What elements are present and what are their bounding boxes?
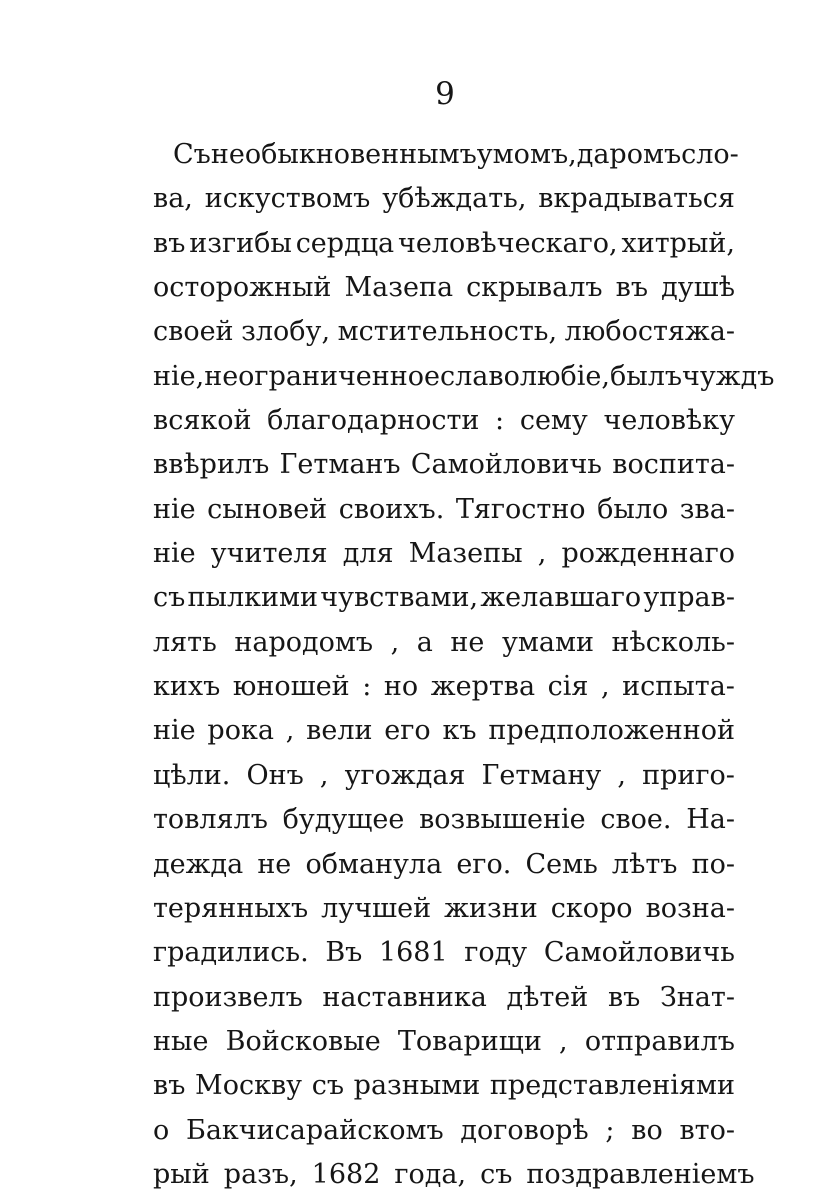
text-word: разъ, (223, 1158, 298, 1190)
text-line (153, 133, 739, 177)
text-word: умомъ, (476, 139, 577, 170)
text-word: разными (353, 1070, 481, 1102)
text-line (153, 177, 735, 221)
text-word: кихъ (153, 671, 221, 703)
text-word: Мазепа (344, 272, 454, 304)
text-word: рока (207, 715, 274, 747)
text-word: Онъ (246, 759, 304, 791)
text-word: въ (615, 272, 649, 304)
text-word: для (342, 538, 394, 570)
text-word: лучшей (321, 892, 432, 924)
text-word: зва- (679, 493, 735, 525)
text-word: изгибы (189, 227, 292, 259)
text-word: пылкими (187, 582, 319, 614)
text-word: предположенной (488, 715, 735, 747)
text-line (153, 488, 735, 532)
text-word: управ- (643, 582, 735, 614)
text-word: благодарности (267, 405, 480, 437)
text-word: Войсковые (225, 1025, 381, 1057)
text-line (153, 843, 735, 887)
text-word: году (464, 937, 528, 969)
text-word: сло- (681, 139, 739, 170)
text-word: его (384, 715, 431, 747)
text-word: цѣли. (153, 759, 231, 791)
text-word: не (450, 626, 485, 658)
text-word: осторожный (153, 272, 332, 304)
text-word: съ (153, 582, 186, 614)
text-word: ; (605, 1114, 615, 1146)
text-word: Самойловичь (543, 937, 735, 969)
text-line (153, 754, 735, 798)
text-word: душѣ (661, 272, 735, 304)
text-line (153, 709, 735, 753)
text-line (153, 665, 735, 709)
text-word: а (416, 626, 433, 658)
text-word: Москву (195, 1070, 303, 1102)
text-line (153, 310, 735, 354)
text-word: Товарищи (397, 1025, 542, 1057)
text-word: не (257, 848, 292, 880)
text-word: умами (501, 626, 594, 658)
text-line (153, 931, 735, 975)
text-line (153, 443, 735, 487)
text-word: во (631, 1114, 663, 1146)
text-word: , (319, 759, 329, 791)
text-word: приго- (642, 759, 735, 791)
text-word: мстительность, (337, 316, 558, 348)
text-line (153, 532, 735, 576)
text-word: товлялъ (153, 804, 268, 836)
text-word: но (383, 671, 419, 703)
text-word: , (537, 538, 547, 570)
text-word: : (362, 671, 372, 703)
text-line (153, 1020, 735, 1064)
text-word: будущее (282, 804, 405, 836)
text-word: отправилъ (584, 1025, 735, 1057)
text-word: нѣсколь- (611, 626, 735, 658)
text-word: славолюбіе, (440, 360, 610, 392)
text-line (153, 621, 735, 665)
text-word: народомъ (234, 626, 374, 658)
text-word: Бакчисарайскомъ (185, 1114, 444, 1146)
text-word: вкрадываться (538, 183, 735, 215)
text-word: свое. (600, 804, 672, 836)
page-number: 9 (435, 76, 455, 112)
text-word: съ (480, 1158, 513, 1190)
text-word: ввѣрилъ (153, 449, 270, 481)
text-word: Самойловичь (410, 449, 603, 481)
text-word: жизни (444, 892, 538, 924)
text-word: рый (153, 1158, 210, 1190)
text-line (153, 355, 775, 399)
text-word: вели (306, 715, 373, 747)
text-word: былъ (609, 360, 683, 392)
text-word: сыновей (207, 493, 328, 525)
text-word: терянныхъ (153, 892, 309, 924)
text-word: Съ (173, 139, 211, 170)
text-word: скрывалъ (466, 272, 603, 304)
text-word: возвышеніе (419, 804, 586, 836)
text-word: съ (311, 1070, 345, 1102)
text-word: сему (519, 405, 588, 437)
text-word: Гетманъ (279, 449, 401, 481)
text-line (153, 1064, 735, 1108)
text-word: угождая (344, 759, 466, 791)
text-word: ніе (153, 715, 196, 747)
text-word: необыкновеннымъ (210, 139, 477, 170)
text-word: дѣтей (506, 981, 589, 1013)
text-word: воспита- (612, 449, 735, 481)
text-word: даромъ (576, 139, 682, 170)
text-word: человѣческаго, (398, 227, 618, 259)
text-word: , (390, 626, 400, 658)
text-line (153, 1109, 735, 1153)
text-word: всякой (153, 405, 252, 437)
text-word: сія (547, 671, 589, 703)
text-word: Семь (525, 848, 598, 880)
text-word: обманула (305, 848, 443, 880)
text-line (153, 976, 735, 1020)
text-word: возна- (645, 892, 735, 924)
text-word: , (285, 715, 295, 747)
text-word: наставника (322, 981, 487, 1013)
text-line (153, 887, 735, 931)
text-word: вто- (679, 1114, 735, 1146)
text-line (153, 222, 735, 266)
text-word: было (597, 493, 669, 525)
text-word: жертва (430, 671, 536, 703)
text-word: : (495, 405, 505, 437)
text-word: Мазепы (408, 538, 523, 570)
text-word: Въ (325, 937, 363, 969)
text-line (153, 266, 735, 310)
text-word: , (601, 671, 610, 703)
text-word: въ (153, 227, 186, 259)
text-word: На- (686, 804, 735, 836)
text-word: чувствами, (320, 582, 479, 614)
text-word: любостяжа- (564, 316, 735, 348)
text-word: человѣку (603, 405, 735, 437)
text-word: ва, (153, 183, 193, 215)
body-text (153, 133, 775, 1197)
text-line (153, 576, 735, 620)
text-word: Знат- (659, 981, 735, 1013)
text-word: градились. (153, 937, 309, 969)
text-line (153, 399, 735, 443)
text-word: дежда (153, 848, 244, 880)
text-word: хитрый, (621, 227, 735, 259)
text-word: въ (607, 981, 641, 1013)
text-word: его. (456, 848, 512, 880)
text-word: злобу, (241, 316, 331, 348)
text-word: договорѣ (460, 1114, 589, 1146)
text-word: юношей (232, 671, 350, 703)
text-word: произвелъ (153, 981, 303, 1013)
text-word: , (617, 759, 627, 791)
text-line (153, 798, 735, 842)
text-word: въ (153, 1070, 186, 1102)
text-word: скоро (550, 892, 633, 924)
text-word: учителя (210, 538, 328, 570)
text-word: о (153, 1114, 170, 1146)
text-word: по- (691, 848, 735, 880)
text-word: чуждъ (682, 360, 775, 392)
text-word: , (559, 1025, 568, 1057)
text-word: къ (442, 715, 477, 747)
text-word: Тягостно (455, 493, 586, 525)
text-word: неограниченное (204, 360, 441, 392)
text-word: ніе (153, 493, 196, 525)
text-word: желавшаго (480, 582, 642, 614)
text-word: своихъ. (338, 493, 445, 525)
text-word: Гетману (481, 759, 602, 791)
text-word: года, (394, 1158, 467, 1190)
text-word: лѣтъ (611, 848, 678, 880)
text-word: убѣждать, (382, 183, 527, 215)
text-word: рожденнаго (561, 538, 735, 570)
text-word: ніе, (153, 360, 205, 392)
text-word: сердца (295, 227, 395, 259)
text-word: представленіями (489, 1070, 735, 1102)
text-word: испыта- (622, 671, 735, 703)
text-word: 1681 (378, 937, 448, 969)
text-word: ные (153, 1025, 209, 1057)
text-word: лять (153, 626, 217, 658)
text-line (153, 1153, 755, 1197)
text-word: 1682 (311, 1158, 381, 1190)
text-word: своей (153, 316, 234, 348)
text-word: искуствомъ (204, 183, 371, 215)
text-word: поздравленіемъ (526, 1158, 755, 1190)
text-word: ніе (153, 538, 196, 570)
